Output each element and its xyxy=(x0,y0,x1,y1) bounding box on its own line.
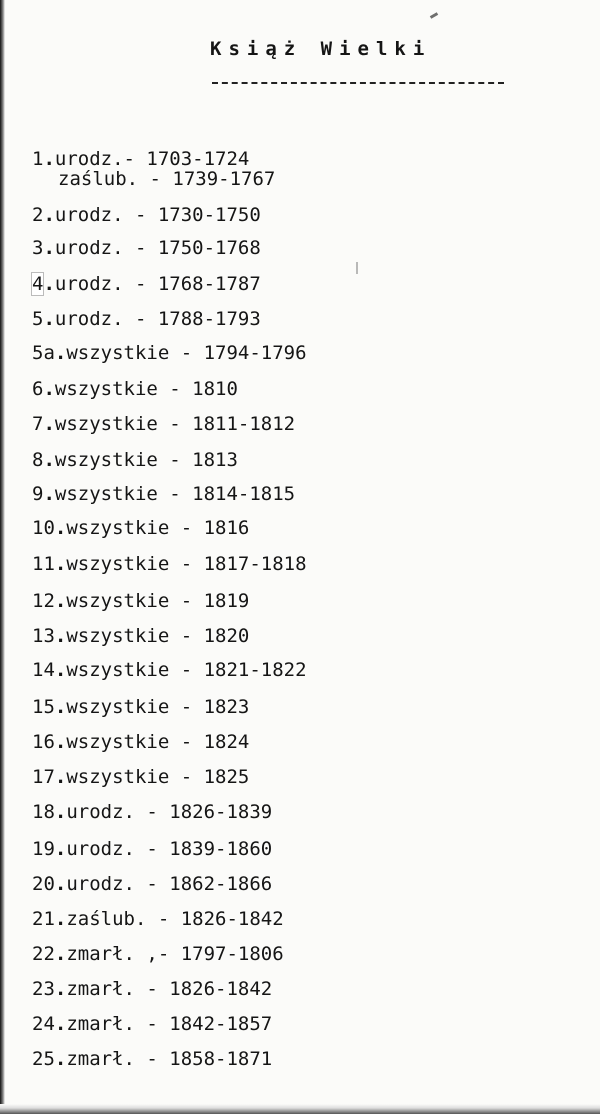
entry-text: urodz. - 1826-1839 xyxy=(66,801,273,823)
scan-speck xyxy=(356,262,358,274)
entry-text: urodz. - 1839-1860 xyxy=(66,838,273,860)
list-item: 16.wszystkie - 1824 xyxy=(32,731,250,753)
entry-number: 14 xyxy=(32,659,55,681)
list-item: 18.urodz. - 1826-1839 xyxy=(32,801,273,823)
entry-number: 21 xyxy=(32,908,55,930)
entry-text: zaślub. - 1739-1767 xyxy=(58,168,276,190)
entry-number: 10 xyxy=(32,517,55,539)
list-item: 13.wszystkie - 1820 xyxy=(32,625,250,647)
list-item: 5a.wszystkie - 1794-1796 xyxy=(32,342,307,364)
entry-number: 19 xyxy=(32,838,55,860)
title-underline xyxy=(212,82,504,84)
entry-number: 2 xyxy=(32,204,44,226)
list-item: 14.wszystkie - 1821-1822 xyxy=(32,659,307,681)
entry-number: 24 xyxy=(32,1013,55,1035)
list-item: 10.wszystkie - 1816 xyxy=(32,517,250,539)
list-item: 20.urodz. - 1862-1866 xyxy=(32,873,273,895)
entry-number: 5 xyxy=(32,308,44,330)
entry-number: 9 xyxy=(32,483,44,505)
entry-number: 5a xyxy=(32,342,55,364)
list-item: 4.urodz. - 1768-1787 xyxy=(32,273,261,295)
list-item: 22.zmarł. ,- 1797-1806 xyxy=(32,943,284,965)
list-item: 5.urodz. - 1788-1793 xyxy=(32,308,261,330)
list-item: 24.zmarł. - 1842-1857 xyxy=(32,1013,273,1035)
entry-text: wszystkie - 1823 xyxy=(66,696,250,718)
list-item: 9.wszystkie - 1814-1815 xyxy=(32,483,296,505)
entry-text: wszystkie - 1825 xyxy=(66,766,250,788)
list-item: 7.wszystkie - 1811-1812 xyxy=(32,413,296,435)
entry-text: urodz. - 1730-1750 xyxy=(54,204,261,226)
entry-number: 23 xyxy=(32,978,55,1000)
entry-number: 3 xyxy=(32,237,44,259)
entry-number: 1 xyxy=(32,148,44,170)
list-item: 11.wszystkie - 1817-1818 xyxy=(32,553,307,575)
entry-text: zmarł. - 1858-1871 xyxy=(66,1048,273,1070)
entry-number: 16 xyxy=(32,731,55,753)
entry-number: 13 xyxy=(32,625,55,647)
entry-text: wszystkie - 1794-1796 xyxy=(66,342,307,364)
entry-text: zmarł. - 1826-1842 xyxy=(66,978,273,1000)
entry-number: 25 xyxy=(32,1048,55,1070)
list-item: 8.wszystkie - 1813 xyxy=(32,449,238,471)
entry-text: wszystkie - 1819 xyxy=(66,590,250,612)
entry-text: urodz. - 1750-1768 xyxy=(54,237,261,259)
list-item: 23.zmarł. - 1826-1842 xyxy=(32,978,273,1000)
entry-text: zmarł. ,- 1797-1806 xyxy=(66,943,284,965)
document-title: Książ Wielki xyxy=(210,38,432,60)
entry-text: wszystkie - 1813 xyxy=(54,449,238,471)
entry-text: urodz. - 1768-1787 xyxy=(54,273,261,295)
scan-edge-bottom xyxy=(0,1104,600,1114)
entry-number: 20 xyxy=(32,873,55,895)
entry-text: wszystkie - 1824 xyxy=(66,731,250,753)
list-item: 12.wszystkie - 1819 xyxy=(32,590,250,612)
entry-number: 15 xyxy=(32,696,55,718)
list-item: 3.urodz. - 1750-1768 xyxy=(32,237,261,259)
list-item xyxy=(58,168,275,190)
entry-number: 22 xyxy=(32,943,55,965)
entry-text: wszystkie - 1817-1818 xyxy=(66,553,307,575)
entry-number: 6 xyxy=(32,378,44,400)
entry-number: 18 xyxy=(32,801,55,823)
list-item: 1.urodz.- 1703-1724 xyxy=(32,148,250,170)
entry-number: 11 xyxy=(32,553,55,575)
list-item: 6.wszystkie - 1810 xyxy=(32,378,238,400)
scan-edge xyxy=(0,0,5,1114)
entry-text: wszystkie - 1816 xyxy=(66,517,250,539)
list-item: 21.zaślub. - 1826-1842 xyxy=(32,908,284,930)
entry-number: 4 xyxy=(32,273,44,295)
entry-text: zmarł. - 1842-1857 xyxy=(66,1013,273,1035)
entry-number: 17 xyxy=(32,766,55,788)
entry-text: wszystkie - 1814-1815 xyxy=(54,483,296,505)
entry-number: 8 xyxy=(32,449,44,471)
entry-text: wszystkie - 1820 xyxy=(66,625,250,647)
list-item: 17.wszystkie - 1825 xyxy=(32,766,250,788)
entry-number: 12 xyxy=(32,590,55,612)
list-item: 25.zmarł. - 1858-1871 xyxy=(32,1048,273,1070)
entry-text: wszystkie - 1810 xyxy=(54,378,238,400)
entry-text: zaślub. - 1826-1842 xyxy=(66,908,284,930)
entry-text: wszystkie - 1821-1822 xyxy=(66,659,307,681)
entry-text: urodz. - 1862-1866 xyxy=(66,873,273,895)
entry-text: wszystkie - 1811-1812 xyxy=(54,413,296,435)
list-item: 2.urodz. - 1730-1750 xyxy=(32,204,261,226)
list-item: 15.wszystkie - 1823 xyxy=(32,696,250,718)
entry-text: urodz. - 1788-1793 xyxy=(54,308,261,330)
entry-text: urodz.- 1703-1724 xyxy=(54,148,250,170)
scan-speck xyxy=(430,12,438,19)
list-item: 19.urodz. - 1839-1860 xyxy=(32,838,273,860)
entry-number: 7 xyxy=(32,413,44,435)
